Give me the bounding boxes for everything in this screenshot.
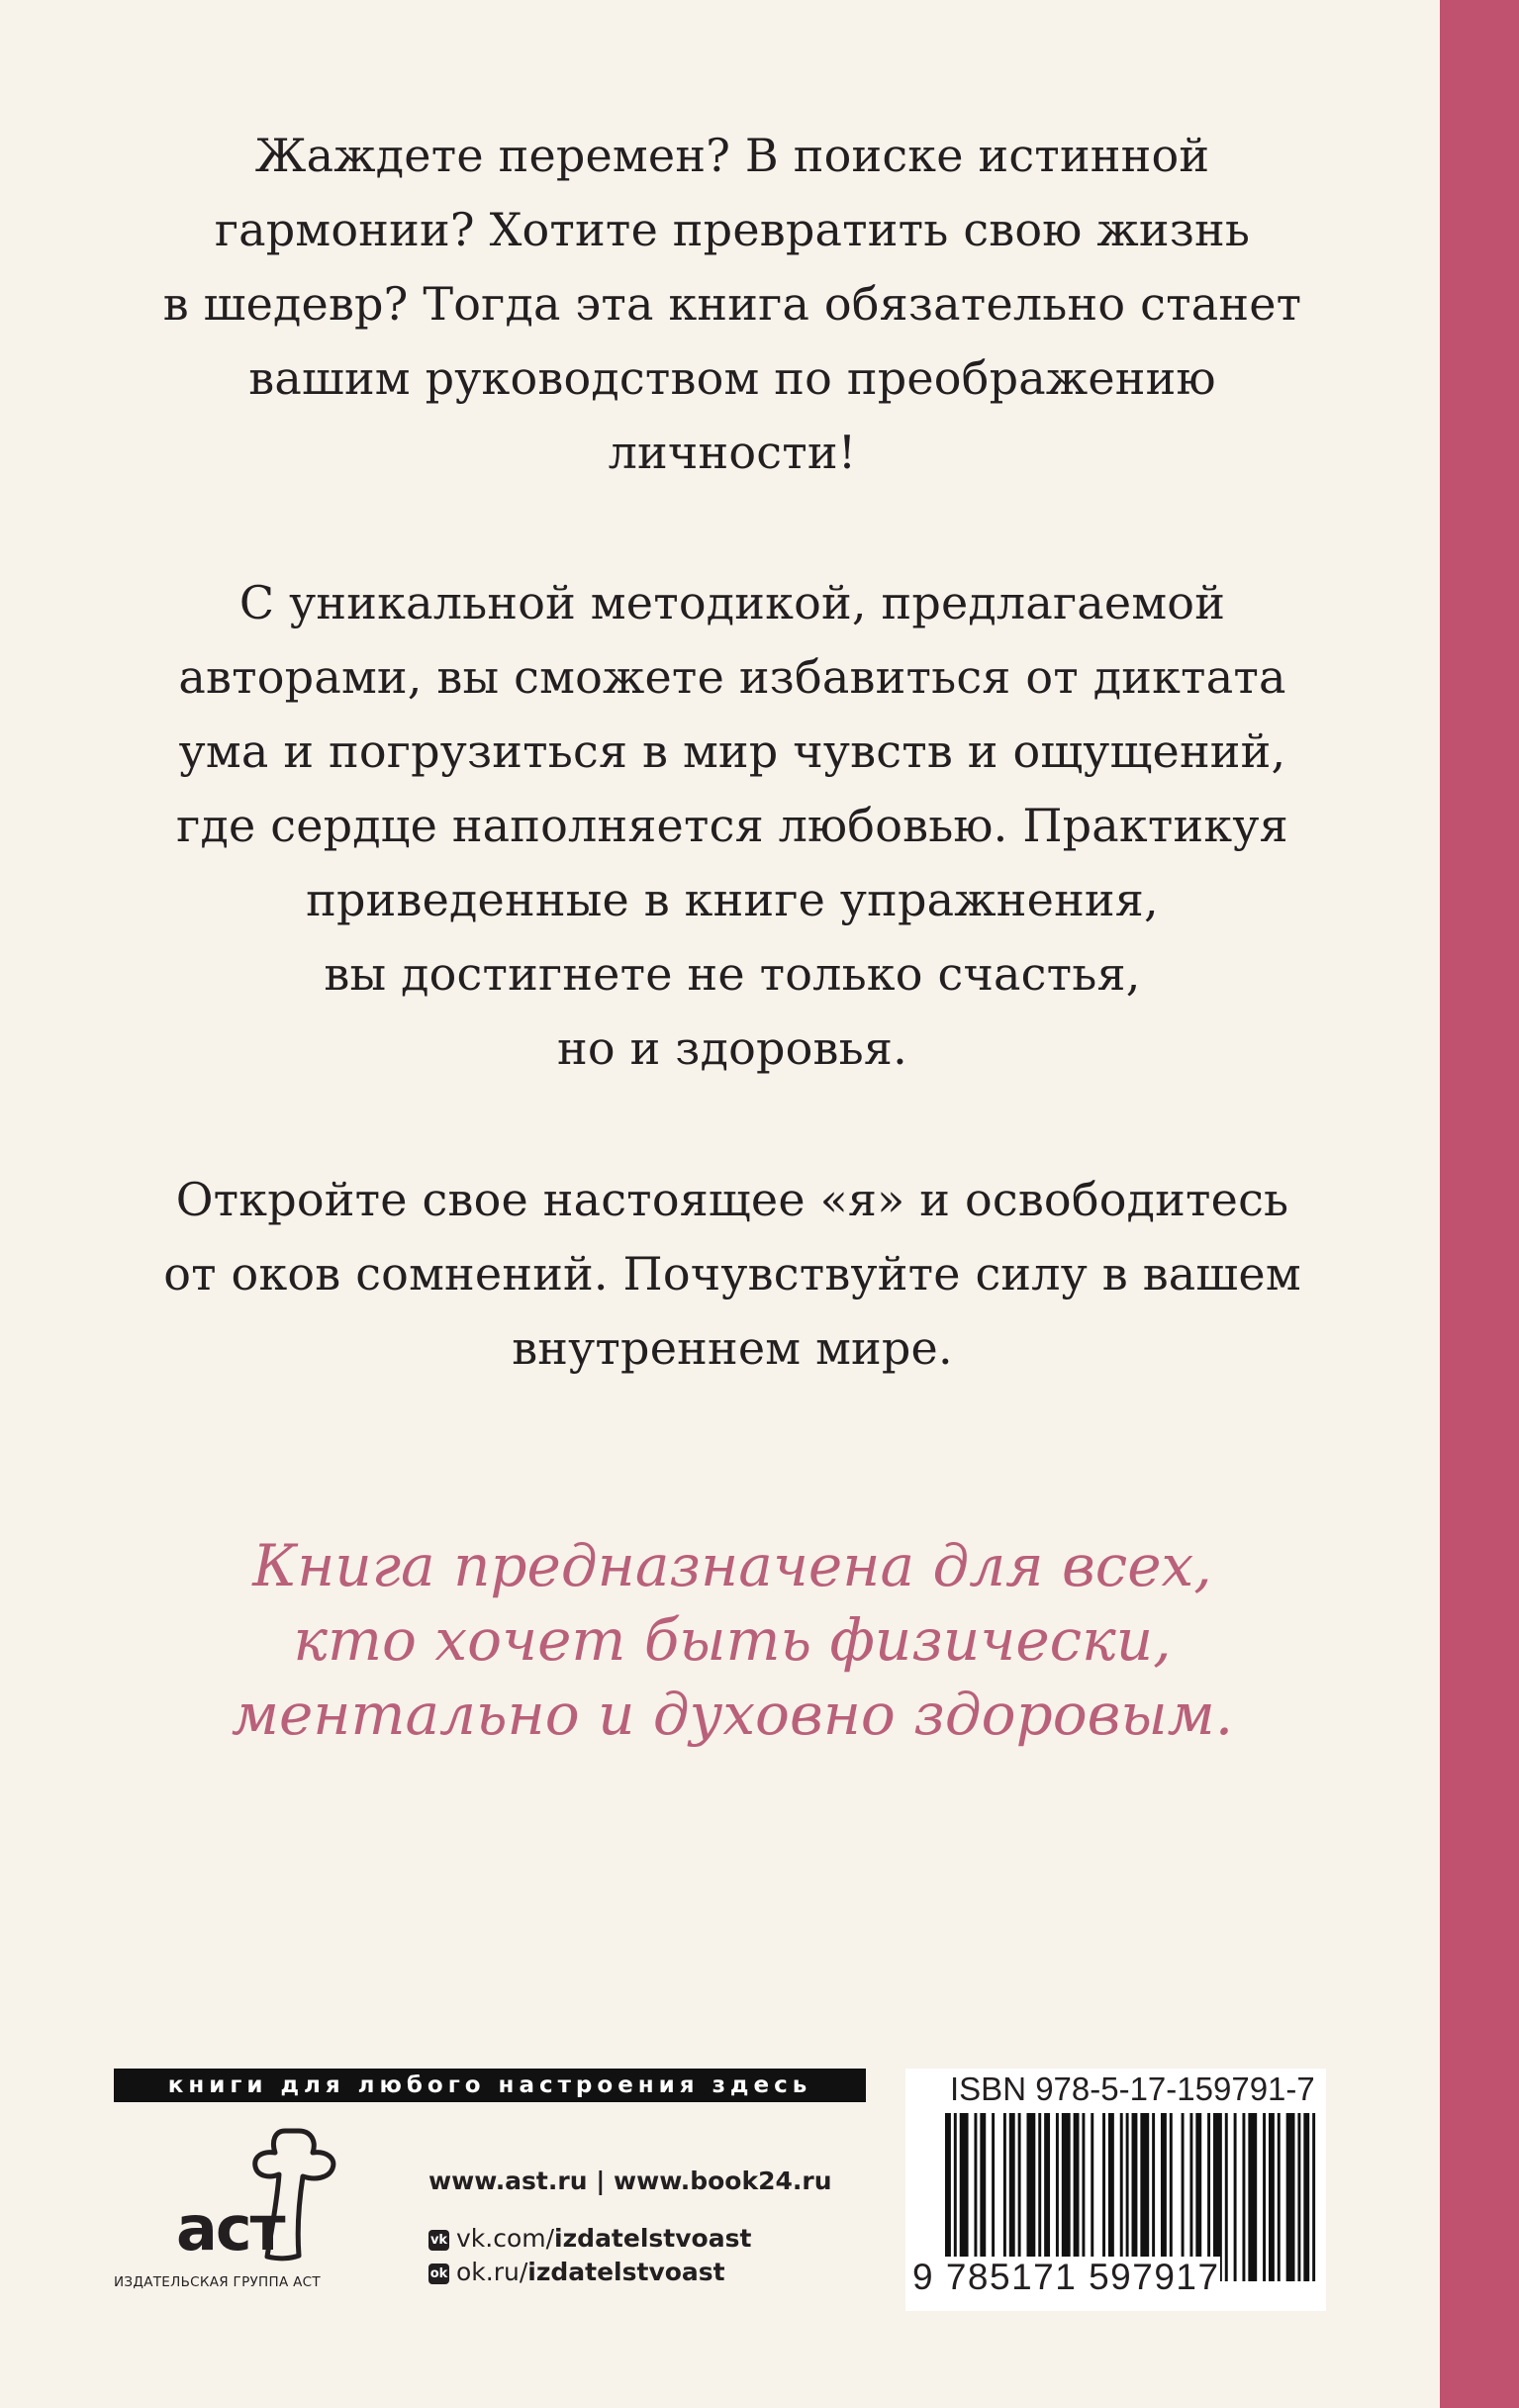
website-links[interactable]: www.ast.ru | www.book24.ru bbox=[428, 2167, 832, 2195]
barcode-bar bbox=[1278, 2113, 1281, 2281]
barcode-digits: 9 785171 597917 bbox=[912, 2257, 1220, 2297]
highlight-quote bbox=[109, 1529, 1356, 1752]
text-line: С уникальной методикой, предлагаемой bbox=[238, 576, 1226, 629]
text-line: Откройте свое настоящее «я» и освободитесь bbox=[175, 1173, 1289, 1226]
publisher-links bbox=[428, 2165, 832, 2289]
logo-text: аст bbox=[176, 2192, 284, 2264]
text-line: от оков сомнений. Почувствуйте силу в вашем bbox=[163, 1247, 1301, 1300]
tagline-banner: книги для любого настроения здесь bbox=[114, 2069, 866, 2102]
text-line: в шедевр? Тогда эта книга обязательно станет bbox=[162, 277, 1302, 331]
text-line: личности! bbox=[608, 426, 857, 479]
text-line: приведенные в книге упражнения, bbox=[306, 873, 1159, 926]
description-paragraph-2 bbox=[109, 566, 1356, 1086]
quote-line: ментально и духовно здоровым. bbox=[231, 1681, 1234, 1748]
barcode-bar bbox=[1263, 2113, 1266, 2281]
publisher-name: ИЗДАТЕЛЬСКАЯ ГРУППА АСТ bbox=[114, 2274, 321, 2290]
text-line: но и здоровья. bbox=[557, 1021, 907, 1075]
text-line: где сердце наполняется любовью. Практикуя bbox=[176, 799, 1288, 852]
text-line: Жаждете перемен? В поиске истинной bbox=[254, 129, 1210, 182]
vk-domain: vk.com/ bbox=[456, 2224, 555, 2253]
barcode-bar bbox=[1234, 2113, 1237, 2281]
barcode-bar bbox=[1303, 2113, 1309, 2281]
text-line: гармонии? Хотите превратить свою жизнь bbox=[214, 203, 1251, 256]
barcode-bar bbox=[1248, 2113, 1257, 2281]
barcode-bar bbox=[1242, 2113, 1245, 2281]
ast-logo bbox=[168, 2123, 356, 2271]
ok-link[interactable] bbox=[428, 2256, 832, 2289]
ok-domain: ok.ru/ bbox=[456, 2258, 528, 2286]
quote-line: кто хочет быть физически, bbox=[293, 1606, 1172, 1674]
barcode-bar bbox=[1269, 2113, 1275, 2281]
quote-line: Книга предназначена для всех, bbox=[252, 1532, 1212, 1599]
barcode-bar bbox=[1312, 2113, 1315, 2281]
barcode-bar bbox=[1297, 2113, 1300, 2281]
vk-icon: vk bbox=[428, 2230, 449, 2251]
barcode-bar bbox=[1225, 2113, 1228, 2281]
vk-link[interactable] bbox=[428, 2222, 832, 2256]
text-line: вашим руководством по преображению bbox=[248, 351, 1216, 405]
spine-stripe bbox=[1440, 0, 1519, 2408]
ok-icon: ok bbox=[428, 2264, 449, 2284]
description-paragraph-3 bbox=[109, 1163, 1356, 1386]
vk-handle: izdatelstvoast bbox=[554, 2224, 752, 2253]
description-paragraph-1 bbox=[109, 119, 1356, 490]
text-line: вы достигнете не только счастья, bbox=[324, 947, 1141, 1001]
text-line: авторами, вы сможете избавиться от диктата bbox=[178, 650, 1286, 704]
barcode-bar bbox=[1286, 2113, 1295, 2281]
ok-handle: izdatelstvoast bbox=[527, 2258, 725, 2286]
text-line: внутреннем мире. bbox=[512, 1321, 953, 1375]
text-line: ума и погрузиться в мир чувств и ощущений, bbox=[178, 724, 1286, 778]
isbn-label: ISBN 978-5-17-159791-7 bbox=[950, 2071, 1315, 2107]
